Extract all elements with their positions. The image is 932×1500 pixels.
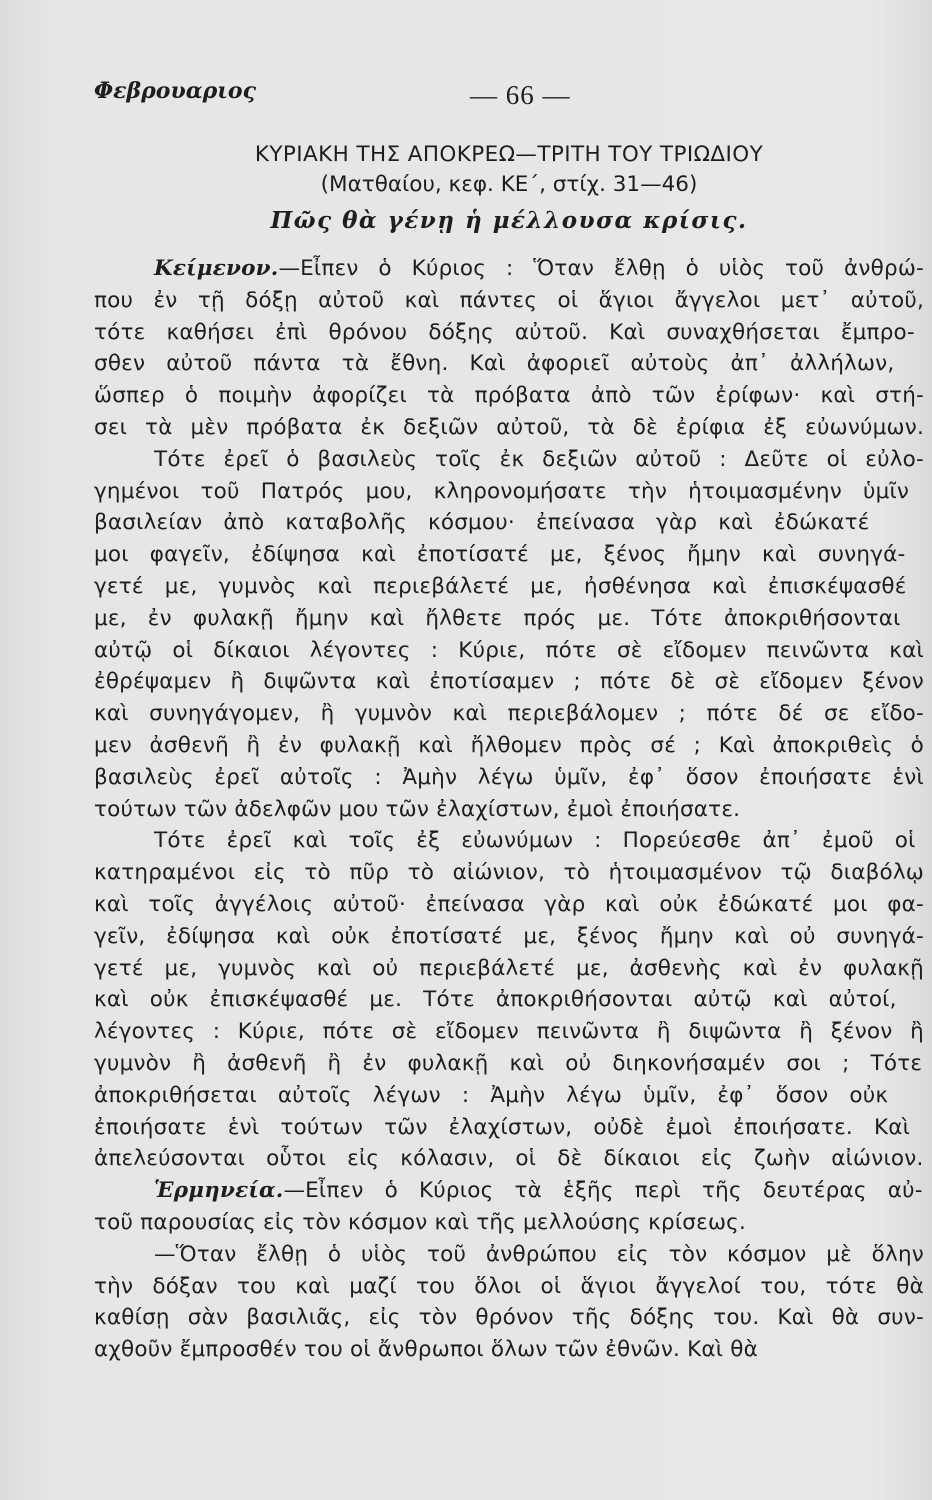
page-header bbox=[94, 78, 884, 118]
page-number: — 66 — bbox=[470, 80, 571, 110]
text-line: τότε καθήσει ἐπὶ θρόνου δόξης αὐτοῦ. Καὶ συναχθήσεται ἔμπρο- bbox=[94, 319, 915, 345]
text-line: σει τὰ μὲν πρόβατα ἐκ δεξιῶν αὐτοῦ, τὰ δὲ ἐρίφια ἐξ εὐωνύμων. bbox=[94, 414, 924, 440]
text-line: Ἑρμηνεία.—Εἶπεν ὁ Κύριος τὰ ἑξῆς περὶ τῆς δευτέρας αὐ- bbox=[154, 1178, 923, 1204]
text-line: βασιλεὺς ἐρεῖ αὐτοῖς : Ἀμὴν λέγω ὑμῖν, ἐφ᾽ ὅσον ἐποιήσατε ἑνὶ bbox=[94, 764, 924, 790]
text-line: τὴν δόξαν του καὶ μαζί του ὅλοι οἱ ἅγιοι ἄγγελοί του, τότε θὰ bbox=[94, 1273, 924, 1299]
text-line: καὶ οὐκ ἐπισκέψασθέ με. Τότε ἀποκριθήσονται αὐτῷ καὶ αὐτοί, bbox=[94, 987, 897, 1013]
text-line: που ἐν τῇ δόξῃ αὐτοῦ καὶ πάντες οἱ ἅγιοι ἄγγελοι μετ᾽ αὐτοῦ, bbox=[94, 287, 924, 313]
text-line: —Ὅταν ἔλθῃ ὁ υἱὸς τοῦ ἀνθρώπου εἰς τὸν κόσμον μὲ ὅλην bbox=[154, 1241, 924, 1267]
running-head-month: Φεβρουαριος bbox=[94, 78, 256, 104]
text-line: γετέ με, γυμνὸς καὶ οὐ περιεβάλετέ με, ἀσθενὴς καὶ ἐν φυλακῇ bbox=[94, 955, 924, 981]
text-line: τούτων τῶν ἀδελφῶν μου τῶν ἐλαχίστων, ἐμοὶ ἐποιήσατε. bbox=[94, 796, 741, 822]
text-line: με, ἐν φυλακῇ ἤμην καὶ ἤλθετε πρός με. Τότε ἀποκριθήσονται bbox=[94, 605, 901, 631]
text-line: μοι φαγεῖν, ἐδίψησα καὶ ἐποτίσατέ με, ξένος ἤμην καὶ συνηγά- bbox=[94, 542, 906, 568]
text-line: καθίσῃ σὰν βασιλιᾶς, εἰς τὸν θρόνον τῆς δόξης του. Καὶ θὰ συν- bbox=[94, 1305, 924, 1331]
title-heading: ΚΥΡΙΑΚΗ ΤΗΣ ΑΠΟΚΡΕΩ—ΤΡΙΤΗ ΤΟΥ ΤΡΙΩΔΙΟΥ bbox=[254, 142, 764, 167]
text-line: ἐποιήσατε ἑνὶ τούτων τῶν ἐλαχίστων, οὐδὲ ἐμοὶ ἐποιήσατε. Καὶ bbox=[94, 1114, 911, 1140]
text-line: γετέ με, γυμνὸς καὶ περιεβάλετέ με, ἠσθένησα καὶ ἐπισκέψασθέ bbox=[94, 573, 907, 599]
subtitle: Πῶς θὰ γένῃ ἡ μέλλουσα κρίσις. bbox=[270, 207, 748, 234]
text-line: τοῦ παρουσίας εἰς τὸν κόσμον καὶ τῆς μελλούσης κρίσεως. bbox=[94, 1209, 747, 1235]
text-line: σθεν αὐτοῦ πάντα τὰ ἔθνη. Καὶ ἀφοριεῖ αὐτοὺς ἀπ᾽ ἀλλήλων, bbox=[94, 351, 895, 377]
text-line: αὐτῷ οἱ δίκαιοι λέγοντες : Κύριε, πότε σὲ εἴδομεν πεινῶντα καὶ bbox=[94, 637, 924, 663]
text-line: καὶ συνηγάγομεν, ἢ γυμνὸν καὶ περιεβάλομεν ; πότε δέ σε εἴδο- bbox=[94, 701, 924, 727]
text-line: Τότε ἐρεῖ καὶ τοῖς ἐξ εὐωνύμων : Πορεύεσθε ἀπ᾽ ἐμοῦ οἱ bbox=[154, 828, 916, 854]
text-line: βασιλείαν ἀπὸ καταβολῆς κόσμου· ἐπείνασα γὰρ καὶ ἐδώκατέ bbox=[94, 510, 870, 536]
text-line: Κείμενον.—Εἶπεν ὁ Κύριος : Ὅταν ἔλθῃ ὁ υἱὸς τοῦ ἀνθρώ- bbox=[154, 256, 924, 281]
text-line: κατηραμένοι εἰς τὸ πῦρ τὸ αἰώνιον, τὸ ἡτοιμασμένον τῷ διαβόλῳ bbox=[94, 860, 924, 886]
text-section-label: Κείμενον. bbox=[154, 256, 279, 281]
text-line: λέγοντες : Κύριε, πότε σὲ εἴδομεν πεινῶντα ἢ διψῶντα ἢ ξένον ἢ bbox=[94, 1019, 924, 1045]
text-line: γυμνὸν ἢ ἀσθενῆ ἢ ἐν φυλακῇ καὶ οὐ διηκονήσαμέν σοι ; Τότε bbox=[94, 1050, 923, 1076]
scripture-reference: (Ματθαίου, κεφ. ΚΕ΄, στίχ. 31—46) bbox=[320, 172, 698, 197]
text-line: αχθοῦν ἔμπροσθέν του οἱ ἄνθρωποι ὅλων τῶν ἐθνῶν. Καὶ θὰ bbox=[94, 1337, 758, 1363]
text-line: μεν ἀσθενῆ ἢ ἐν φυλακῇ καὶ ἤλθομεν πρὸς σέ ; Καὶ ἀποκριθεὶς ὁ bbox=[94, 732, 924, 758]
text-line: γεῖν, ἐδίψησα καὶ οὐκ ἐποτίσατέ με, ξένος ἤμην καὶ οὐ συνηγά- bbox=[94, 923, 924, 949]
text-line: ὥσπερ ὁ ποιμὴν ἀφορίζει τὰ πρόβατα ἀπὸ τῶν ἐρίφων· καὶ στή- bbox=[94, 383, 924, 409]
text-line: ἀποκριθήσεται αὐτοῖς λέγων : Ἀμὴν λέγω ὑμῖν, ἐφ᾽ ὅσον οὐκ bbox=[94, 1082, 889, 1108]
body-text bbox=[94, 253, 924, 1366]
text-line: Τότε ἐρεῖ ὁ βασιλεὺς τοῖς ἐκ δεξιῶν αὐτοῦ : Δεῦτε οἱ εὐλο- bbox=[154, 446, 924, 472]
text-line: γημένοι τοῦ Πατρός μου, κληρονομήσατε τὴν ἡτοιμασμένην ὑμῖν bbox=[94, 478, 910, 504]
section-title bbox=[94, 140, 924, 236]
text-line: καὶ τοῖς ἀγγέλοις αὐτοῦ· ἐπείνασα γὰρ καὶ οὐκ ἐδώκατέ μοι φα- bbox=[94, 891, 924, 917]
text-line: ἀπελεύσονται οὗτοι εἰς κόλασιν, οἱ δὲ δίκαιοι εἰς ζωὴν αἰώνιον. bbox=[94, 1146, 924, 1172]
text-line: ἐθρέψαμεν ἢ διψῶντα καὶ ἐποτίσαμεν ; πότε δὲ σὲ εἴδομεν ξένον bbox=[94, 669, 924, 695]
interpretation-section-label: Ἑρμηνεία. bbox=[154, 1178, 284, 1204]
